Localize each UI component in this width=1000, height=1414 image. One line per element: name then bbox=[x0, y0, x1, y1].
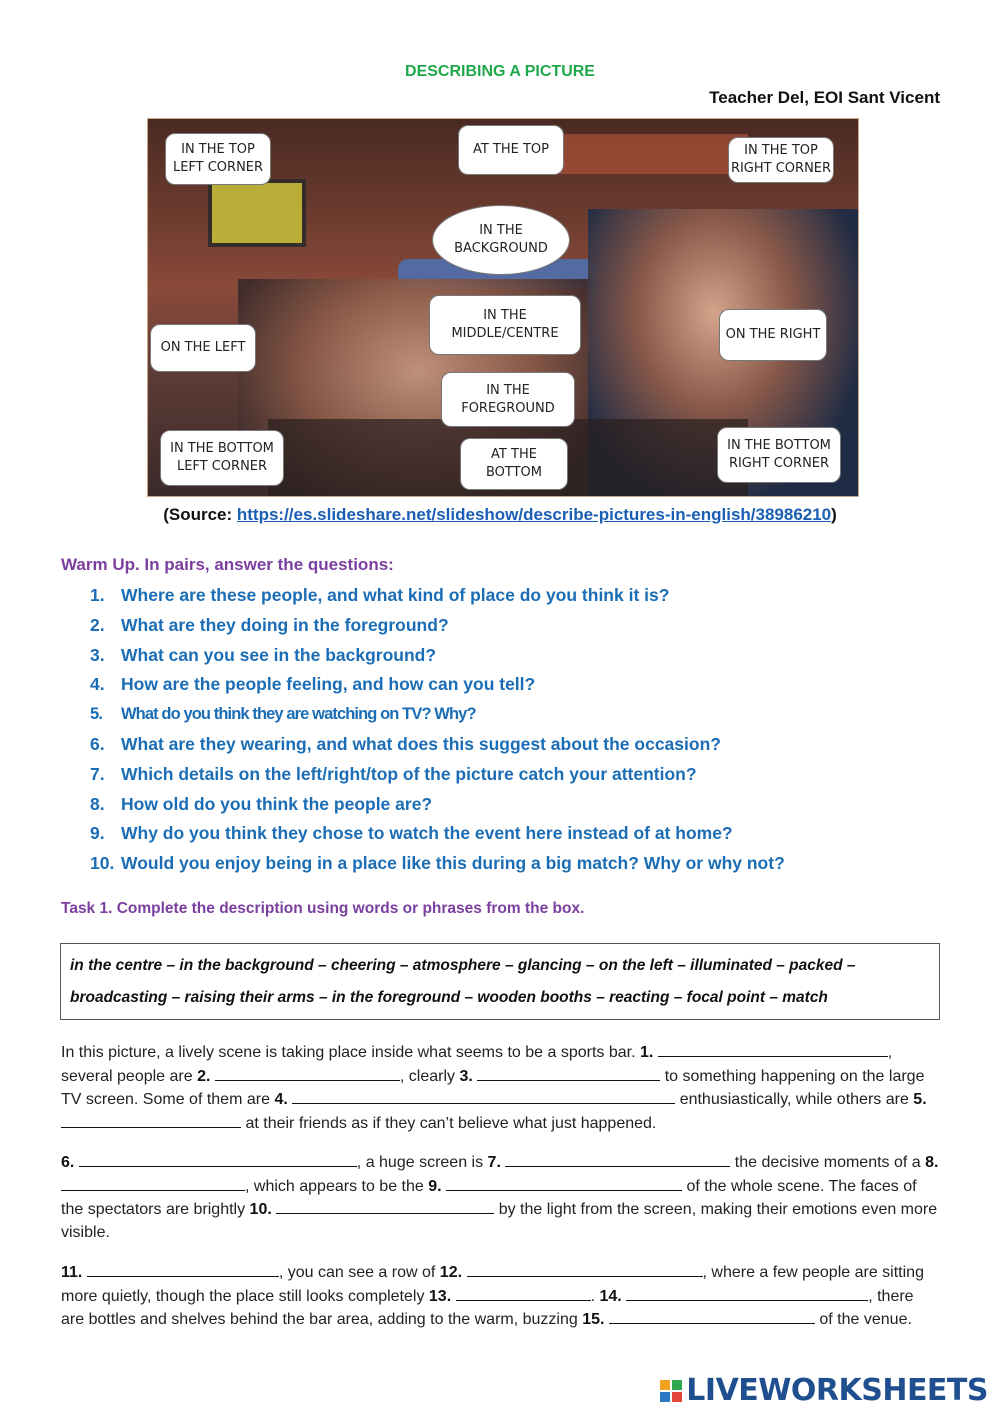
question-text: Which details on the left/right/top of the picture catch your attention? bbox=[121, 763, 697, 784]
blank-number: 14. bbox=[599, 1287, 622, 1305]
label-bottom-left: IN THE BOTTOM LEFT CORNER bbox=[160, 430, 284, 486]
text: , clearly bbox=[399, 1067, 456, 1085]
blank-number: 2. bbox=[197, 1067, 211, 1085]
answer-blank-2[interactable] bbox=[215, 1065, 400, 1081]
word-box-line-2: broadcasting – raising their arms – in the foreground – wooden booths – reacting – focal point – match bbox=[70, 989, 828, 1006]
label-left: ON THE LEFT bbox=[150, 324, 256, 372]
label-right: ON THE RIGHT bbox=[719, 309, 827, 361]
answer-blank-4[interactable] bbox=[292, 1088, 675, 1104]
question-number: 7. bbox=[90, 763, 105, 784]
question-number: 6. bbox=[90, 733, 105, 754]
question-text: Would you enjoy being in a place like this during a big match? Why or why not? bbox=[121, 853, 785, 874]
blank-number: 15. bbox=[582, 1311, 605, 1329]
task1-heading: Task 1. Complete the description using words or phrases from the box. bbox=[61, 900, 585, 917]
blank-number: 8. bbox=[925, 1154, 939, 1171]
answer-blank-13[interactable] bbox=[456, 1285, 591, 1301]
source-suffix: ) bbox=[831, 505, 837, 524]
source-line bbox=[0, 505, 1000, 525]
question-item bbox=[90, 790, 785, 820]
word-box bbox=[60, 943, 940, 1020]
label-top-left: IN THE TOP LEFT CORNER bbox=[165, 133, 271, 185]
sports-bar-photo bbox=[147, 118, 859, 497]
logo-text: LIVEWORKSHEETS bbox=[686, 1373, 988, 1408]
text: In this picture, a lively scene is taking place inside what seems to be a sports bar. bbox=[61, 1044, 636, 1061]
blank-number: 3. bbox=[459, 1067, 473, 1085]
answer-blank-14[interactable] bbox=[626, 1285, 868, 1301]
question-item bbox=[90, 641, 785, 671]
question-number: 5. bbox=[90, 705, 102, 724]
answer-blank-3[interactable] bbox=[477, 1065, 660, 1081]
answer-blank-5[interactable] bbox=[61, 1112, 241, 1128]
warmup-heading: Warm Up. In pairs, answer the questions: bbox=[61, 555, 394, 574]
answer-blank-1[interactable] bbox=[658, 1041, 888, 1057]
question-number: 1. bbox=[90, 585, 105, 605]
blank-number: 6. bbox=[61, 1154, 75, 1171]
answer-blank-8[interactable] bbox=[61, 1175, 245, 1191]
question-number: 8. bbox=[90, 793, 105, 814]
blank-number: 9. bbox=[428, 1177, 442, 1195]
question-item bbox=[90, 849, 785, 879]
question-number: 9. bbox=[90, 823, 105, 844]
blank-number: 5. bbox=[913, 1091, 927, 1109]
liveworksheets-logo bbox=[660, 1373, 988, 1408]
question-text: Where are these people, and what kind of place do you think it is? bbox=[121, 585, 670, 605]
source-link[interactable]: https://es.slideshare.net/slideshow/describe-pictures-in-english/38986210 bbox=[236, 505, 832, 524]
text: , you can see a row of bbox=[278, 1264, 436, 1281]
source-prefix: (Source: bbox=[163, 505, 237, 524]
question-number: 3. bbox=[90, 644, 105, 665]
label-top: AT THE TOP bbox=[458, 125, 564, 175]
blank-number: 1. bbox=[639, 1044, 654, 1061]
answer-blank-15[interactable] bbox=[609, 1308, 815, 1324]
question-item bbox=[90, 670, 785, 700]
question-item bbox=[90, 700, 785, 730]
question-item bbox=[90, 819, 785, 849]
text: , where a few people are sitting more quietly, though the place still looks completely bbox=[61, 1264, 924, 1305]
page-title: DESCRIBING A PICTURE bbox=[405, 63, 595, 80]
question-number: 2. bbox=[90, 614, 105, 635]
answer-blank-12[interactable] bbox=[467, 1261, 703, 1277]
text: the decisive moments of a bbox=[734, 1154, 921, 1171]
question-text: What are they wearing, and what does this suggest about the occasion? bbox=[121, 733, 721, 754]
text: of the whole scene. The faces of the spectators are brightly bbox=[61, 1177, 917, 1219]
label-bottom-right: IN THE BOTTOM RIGHT CORNER bbox=[717, 427, 841, 483]
question-item bbox=[90, 730, 785, 760]
question-text: How are the people feeling, and how can you tell? bbox=[121, 674, 536, 695]
blank-number: 10. bbox=[249, 1201, 272, 1219]
question-item bbox=[90, 581, 785, 611]
text: of the venue. bbox=[819, 1311, 912, 1329]
logo-mark-icon bbox=[660, 1380, 682, 1402]
blank-number: 12. bbox=[439, 1264, 463, 1281]
question-item bbox=[90, 611, 785, 641]
question-text: What do you think they are watching on TV? Why? bbox=[121, 705, 476, 724]
label-background: IN THE BACKGROUND bbox=[432, 205, 570, 275]
text: , a huge screen is bbox=[356, 1154, 484, 1171]
text: enthusiastically, while others are bbox=[679, 1091, 909, 1109]
blank-number: 11. bbox=[61, 1264, 83, 1281]
blank-number: 7. bbox=[487, 1154, 501, 1171]
blank-number: 4. bbox=[274, 1091, 288, 1109]
answer-blank-10[interactable] bbox=[276, 1198, 494, 1214]
question-text: Why do you think they chose to watch the event here instead of at home? bbox=[121, 823, 733, 844]
text: several people are bbox=[61, 1067, 193, 1085]
text: by the light from the screen, making their emotions even more visible. bbox=[61, 1201, 938, 1241]
paragraph-3: 11. , you can see a row of 12. , where a few people are sitting more quietly, though the place still looks completely 13. . 14. , there are bottles and shelves behind the bar area, adding to the warm, buzzing 15. of the venue. bbox=[61, 1261, 941, 1332]
paragraph-1: In this picture, a lively scene is taking place inside what seems to be a sports bar. 1. , several people are 2. , clearly 3. to something happening on the large TV screen. Some of them are 4. enthusiastically, while others are 5. at their friends as if they can’t believe what just happened. bbox=[61, 1041, 941, 1135]
text: at their friends as if they can’t believe what just happened. bbox=[245, 1114, 657, 1132]
blank-number: 13. bbox=[428, 1287, 452, 1305]
text: , there are bottles and shelves behind the bar area, adding to the warm, buzzing bbox=[61, 1287, 914, 1329]
question-text: What are they doing in the foreground? bbox=[121, 614, 449, 635]
label-top-right: IN THE TOP RIGHT CORNER bbox=[728, 137, 834, 183]
text: , which appears to be the bbox=[245, 1177, 424, 1195]
question-number: 4. bbox=[90, 674, 105, 695]
question-number: 10. bbox=[90, 853, 115, 874]
word-box-line-1: in the centre – in the background – cheering – atmosphere – glancing – on the left – illuminated – packed – bbox=[70, 957, 856, 974]
label-foreground: IN THE FOREGROUND bbox=[441, 372, 575, 427]
question-text: How old do you think the people are? bbox=[121, 793, 433, 814]
label-middle: IN THE MIDDLE/CENTRE bbox=[429, 295, 581, 355]
answer-blank-9[interactable] bbox=[446, 1175, 682, 1191]
question-item bbox=[90, 760, 785, 790]
answer-blank-11[interactable] bbox=[87, 1261, 279, 1277]
answer-blank-7[interactable] bbox=[505, 1151, 730, 1167]
question-text: What can you see in the background? bbox=[121, 644, 437, 665]
paragraph-2 bbox=[61, 1151, 941, 1244]
author-credit: Teacher Del, EOI Sant Vicent bbox=[709, 88, 940, 107]
tv-screen bbox=[208, 179, 306, 247]
warmup-questions bbox=[90, 581, 785, 879]
answer-blank-6[interactable] bbox=[79, 1151, 357, 1167]
label-bottom: AT THE BOTTOM bbox=[460, 438, 568, 490]
text: to something happening on the large TV screen. Some of them are bbox=[61, 1067, 925, 1109]
